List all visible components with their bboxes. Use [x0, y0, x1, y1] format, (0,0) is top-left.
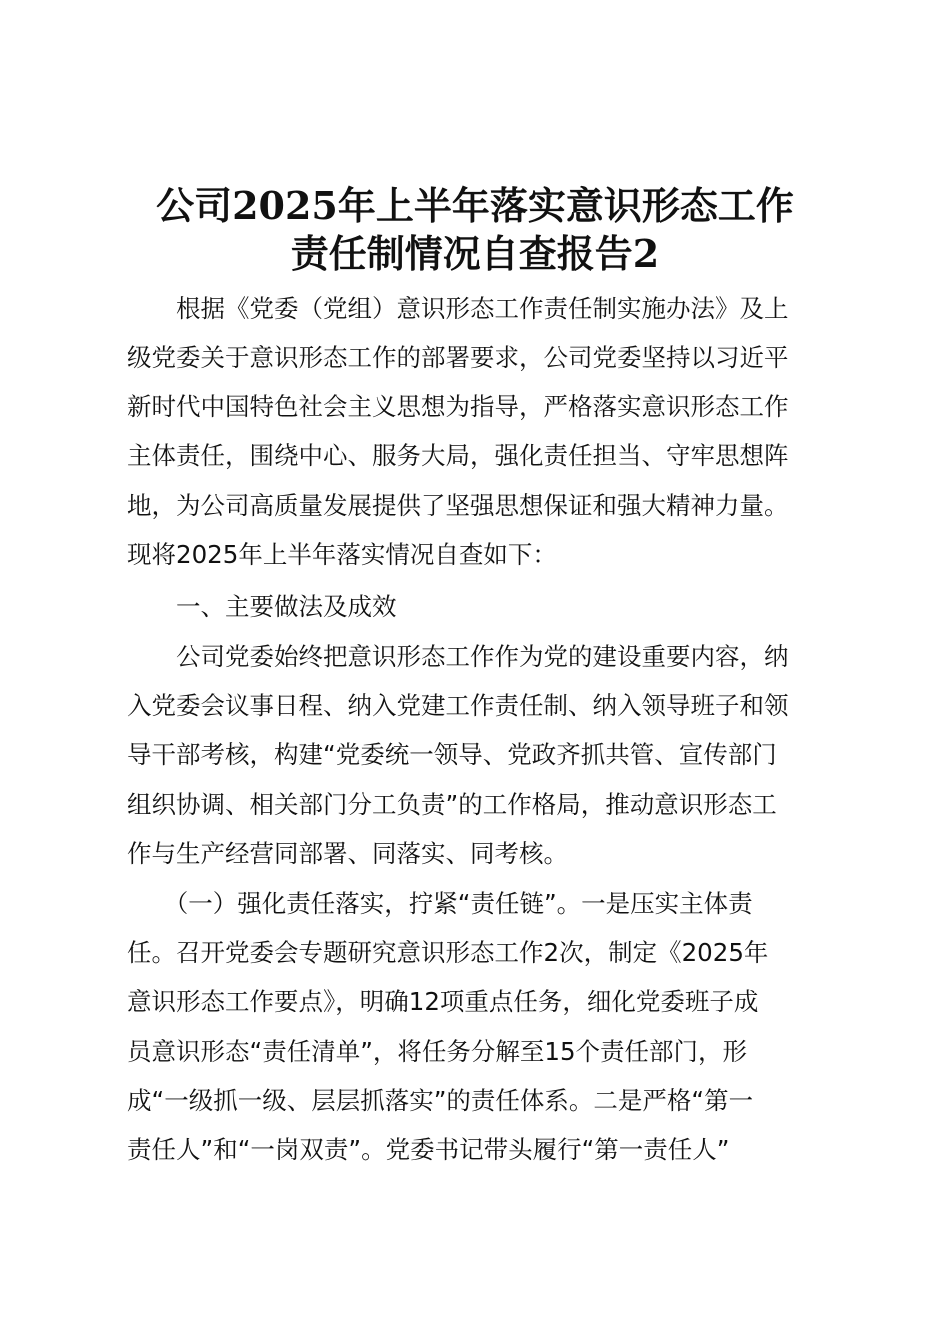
body-line: 新时代中国特色社会主义思想为指导，严格落实意识形态工作: [127, 392, 789, 421]
body-line: 主体责任，围绕中心、服务大局，强化责任担当、守牢思想阵: [127, 441, 789, 470]
body-line: 组织协调、相关部门分工负责”的工作格局，推动意识形态工: [127, 790, 777, 819]
body-line: 导干部考核，构建“党委统一领导、党政齐抓共管、宣传部门: [127, 740, 777, 769]
document-title-line-2: 责任制情况自查报告2: [290, 231, 660, 276]
body-line: 作与生产经营同部署、同落实、同考核。: [127, 839, 568, 868]
body-line: 根据《党委（党组）意识形态工作责任制实施办法》及上: [127, 294, 789, 323]
body-line: 地，为公司高质量发展提供了坚强思想保证和强大精神力量。: [127, 491, 789, 520]
body-line: 一、主要做法及成效: [127, 592, 397, 621]
body-line: 意识形态工作要点》，明确12项重点任务，细化党委班子成: [127, 987, 759, 1016]
body-line: 公司党委始终把意识形态工作作为党的建设重要内容，纳: [127, 642, 789, 671]
body-line: 任。召开党委会专题研究意识形态工作2次，制定《2025年: [127, 938, 769, 967]
body-line: 级党委关于意识形态工作的部署要求，公司党委坚持以习近平: [127, 343, 789, 372]
body-line: （一）强化责任落实，拧紧“责任链”。一是压实主体责: [127, 889, 753, 918]
body-line: 责任人”和“一岗双责”。党委书记带头履行“第一责任人”: [127, 1135, 730, 1164]
body-line: 员意识形态“责任清单”，将任务分解至15个责任部门，形: [127, 1037, 748, 1066]
document-title-line-1: 公司2025年上半年落实意识形态工作: [156, 183, 794, 228]
body-line: 现将2025年上半年落实情况自查如下：: [127, 540, 557, 569]
body-line: 成“一级抓一级、层层抓落实”的责任体系。二是严格“第一: [127, 1086, 754, 1115]
body-line: 入党委会议事日程、纳入党建工作责任制、纳入领导班子和领: [127, 691, 789, 720]
